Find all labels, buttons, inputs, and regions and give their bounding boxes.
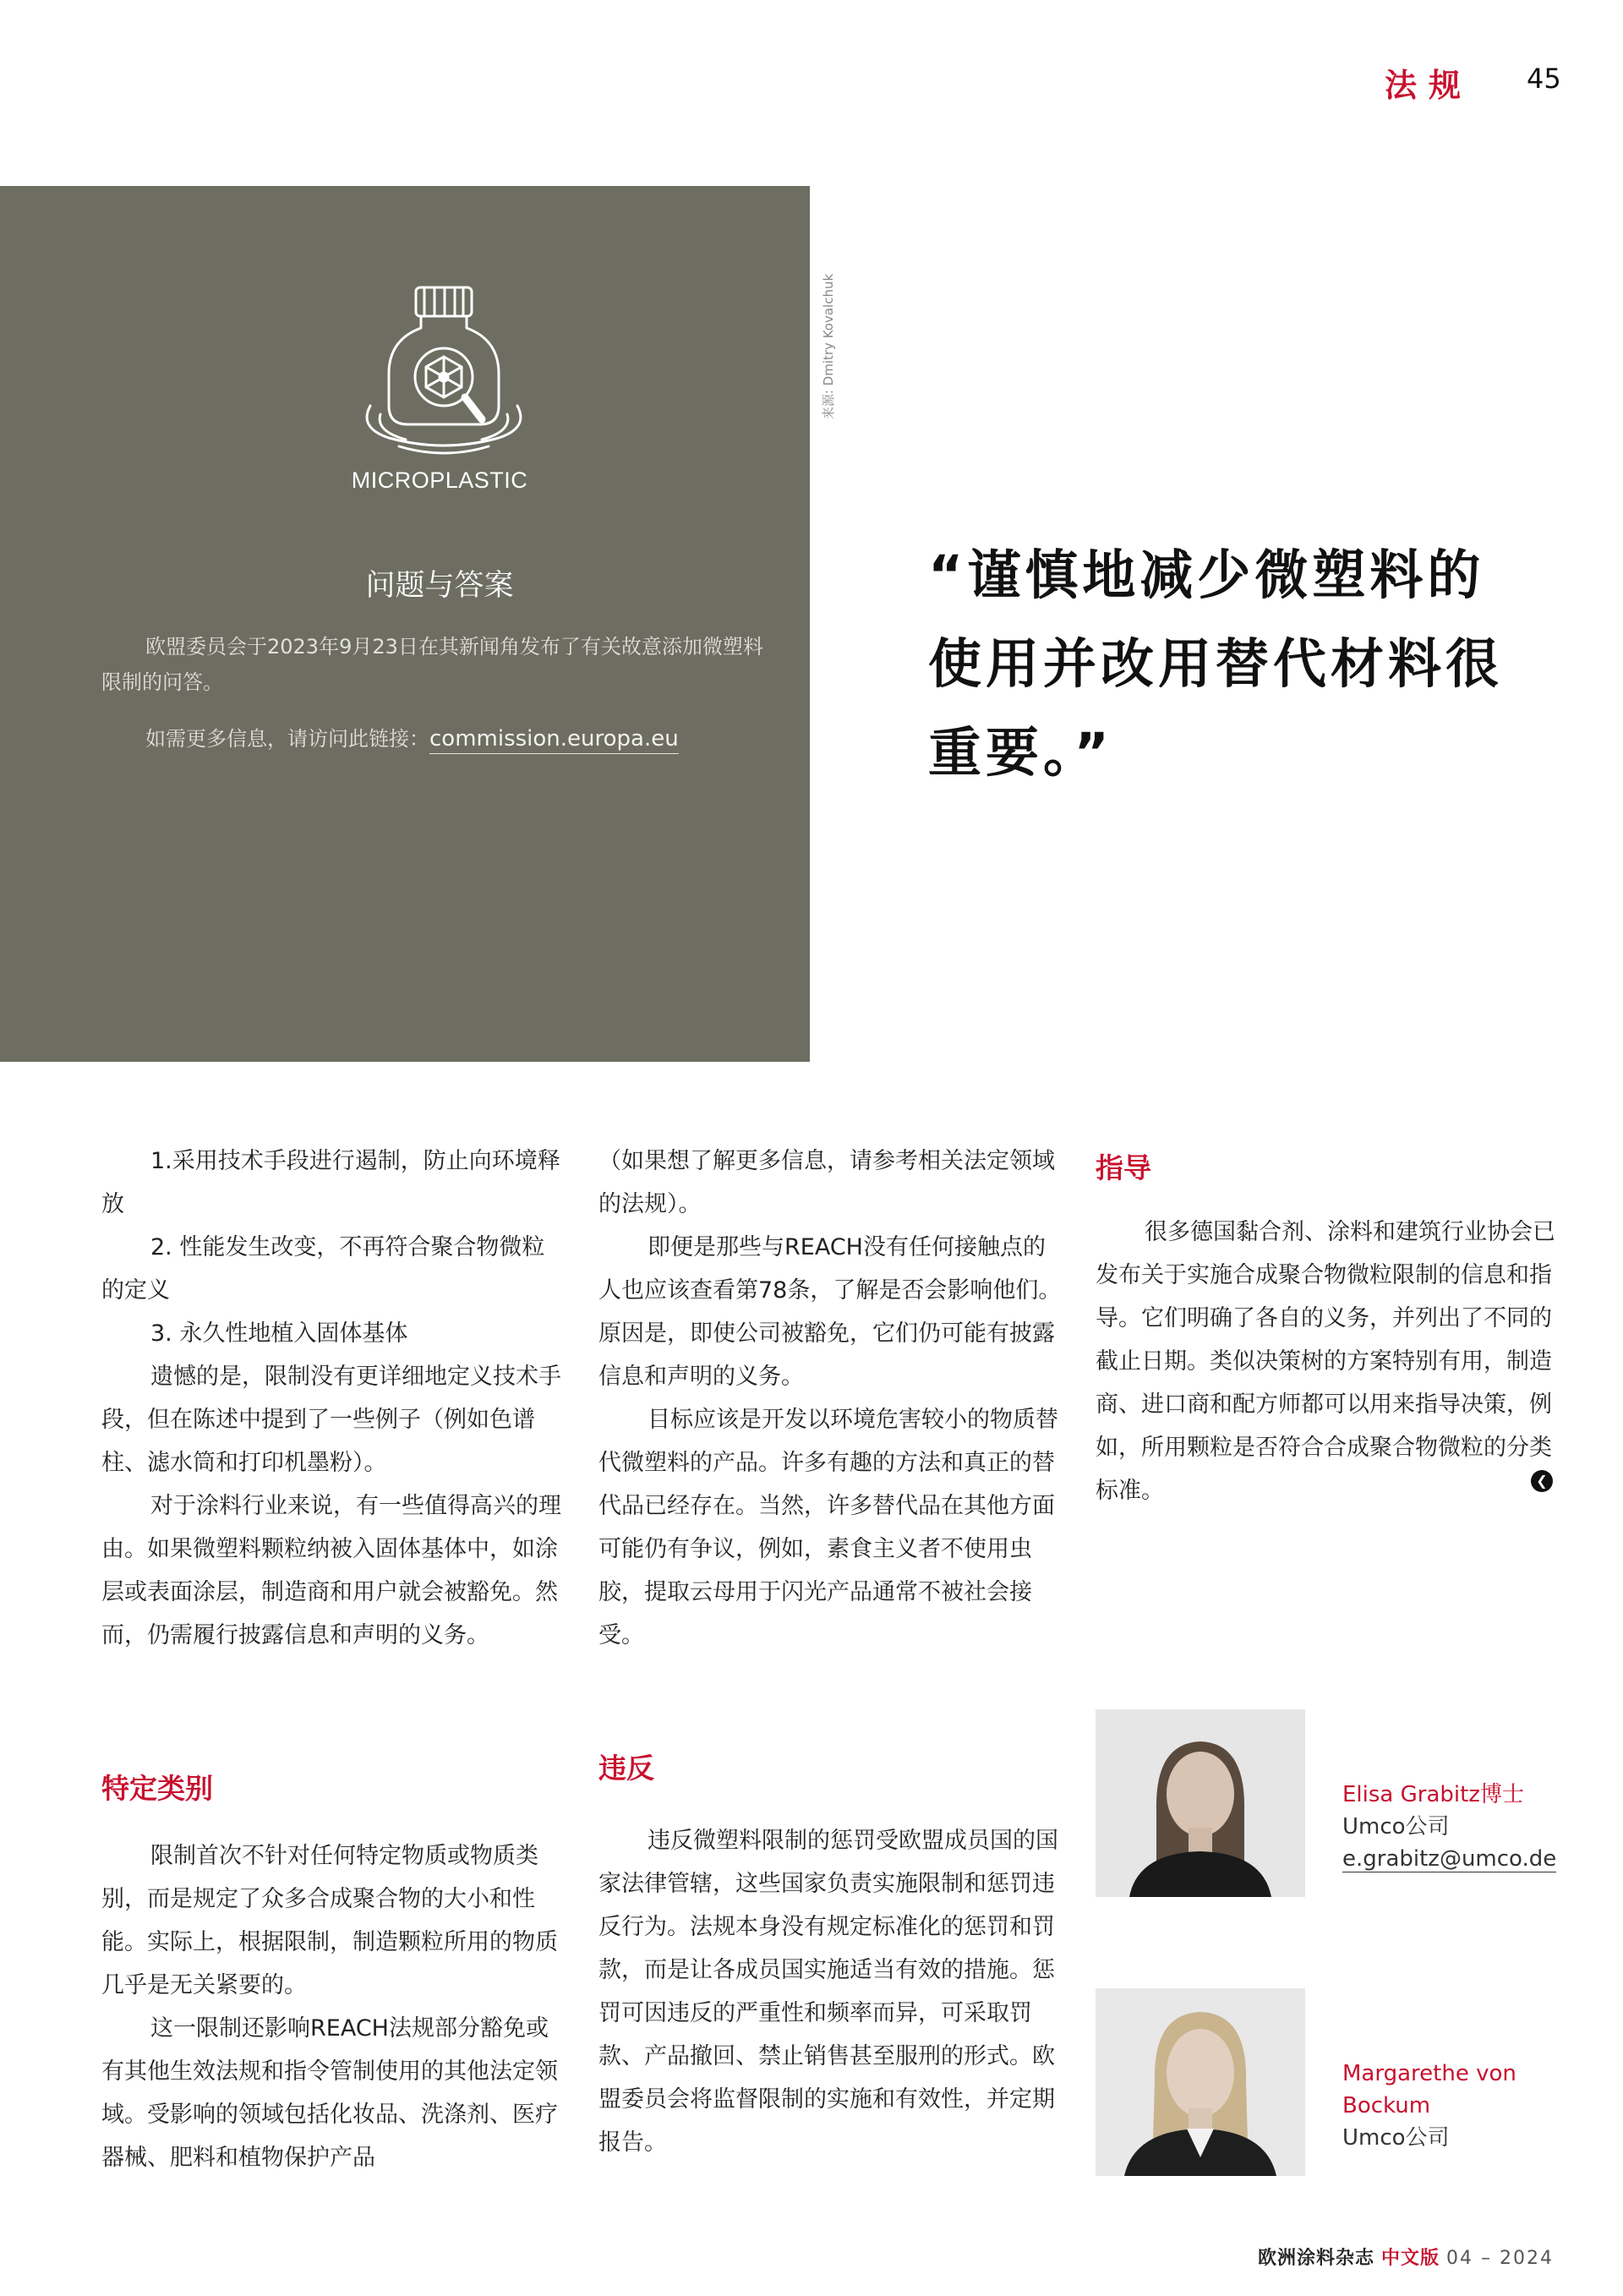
body-paragraph: 遗憾的是，限制没有更详细地定义技术手段，但在陈述中提到了一些例子（例如色谱柱、滤水筒和打印机墨粉）。 [101,1364,561,1476]
list-item: 1.采用技术手段进行遏制，防止向环境释放 [101,1148,560,1217]
column-2-top [598,1140,1062,1657]
column-1-bottom [101,1834,565,2179]
qa-link[interactable]: commission.europa.eu [429,726,679,754]
footer-magazine: 欧洲涂料杂志 [1258,2248,1375,2269]
body-paragraph: （如果想了解更多信息，请参考相关法定领域的法规）。 [598,1148,1055,1217]
author-name: Elisa Grabitz博士 [1342,1782,1524,1807]
column-1-top [101,1140,565,1657]
column-3 [1096,1211,1559,1504]
body-paragraph: 违反微塑料限制的惩罚受欧盟成员国的国家法律管辖，这些国家负责实施限制和惩罚违反行为。法规本身没有规定标准化的惩罚和罚款，而是让各成员国实施适当有效的措施。惩罚可因违反的严重性和频率而异，可采取罚款、产品撤回、禁止销售甚至服刑的形式。欧盟委员会将监督限制的实施和有效性，并定期报告。 [598,1828,1058,2156]
qa-link-line [145,722,679,752]
author-org: Umco公司 [1342,1814,1450,1840]
body-paragraph: 目标应该是开发以环境危害较小的物质替代微塑料的产品。许多有趣的方法和真正的替代品已经存在。当然，许多替代品在其他方面可能仍有争议，例如，素食主义者不使用虫胶，提取云母用于闪光产品通常不被社会接受。 [598,1407,1058,1648]
icon-label: MICROPLASTIC [351,467,528,493]
heading-specific-categories: 特定类别 [101,1772,213,1805]
list-item: 3. 永久性地植入固体基体 [150,1320,408,1347]
author-name-line2: Bockum [1342,2093,1431,2118]
author-card-1 [1342,1779,1556,1875]
photo-credit [810,186,836,420]
author-card-2 [1342,2058,1516,2154]
body-paragraph: 对于涂料行业来说，有一些值得高兴的理由。如果微塑料颗粒纳被入固体基体中，如涂层或表面涂层，制造商和用户就会被豁免。然而，仍需履行披露信息和声明的义务。 [101,1493,561,1648]
author-name: Margarethe von [1342,2061,1516,2086]
author-org: Umco公司 [1342,2125,1450,2151]
section-tag: 法规 [1385,67,1473,104]
heading-violation: 违反 [598,1752,654,1785]
qa-title: 问题与答案 [365,569,514,603]
arrow-left-circle-icon: ❮ [1531,1470,1553,1492]
page-number: 45 [1527,63,1561,95]
author-photo-elisa [1096,1709,1305,1897]
qa-body: 欧盟委员会于2023年9月23日在其新闻角发布了有关故意添加微塑料限制的问答。 [101,635,763,694]
author-photo-margarethe [1096,1988,1305,2176]
list-item: 2. 性能发生改变，不再符合聚合物微粒的定义 [101,1234,545,1304]
body-paragraph: 限制首次不针对任何特定物质或物质类别，而是规定了众多合成聚合物的大小和性能。实际上，根据限制，制造颗粒所用的物质几乎是无关紧要的。 [101,1843,558,1998]
body-paragraph: 这一限制还影响REACH法规部分豁免或有其他生效法规和指令管制使用的其他法定领域。受影响的领域包括化妆品、洗涤剂、医疗器械、肥料和植物保护产品 [101,2015,558,2171]
body-paragraph: 即便是那些与REACH没有任何接触点的人也应该查看第78条，了解是否会影响他们。原因是，即使公司被豁免，它们仍可能有披露信息和声明的义务。 [598,1234,1062,1390]
column-2-bottom [598,1819,1062,2164]
footer-edition: 中文版 [1381,2248,1440,2269]
author-email[interactable]: e.grabitz@umco.de [1342,1846,1557,1872]
qa-link-prefix: 如需更多信息，请访问此链接： [145,727,429,751]
footer [1258,2244,1554,2270]
footer-issue: 04 – 2024 [1446,2248,1554,2269]
microplastic-bottle-icon [355,279,533,456]
heading-guidance: 指导 [1096,1151,1151,1184]
body-paragraph: 很多德国黏合剂、涂料和建筑行业协会已发布关于实施合成聚合物微粒限制的信息和指导。它们明确了各自的义务，并列出了不同的截止日期。类似决策树的方案特别有用，制造商、进口商和配方师都可以用来指导决策，例如，所用颗粒是否符合合成聚合物微粒的分类标准。 [1096,1219,1555,1504]
photo-credit-text: 来源: Dmitry Kovalchuk [821,273,836,420]
pull-quote: “谨慎地减少微塑料的使用并改用替代材料很重要。” [928,544,1503,784]
